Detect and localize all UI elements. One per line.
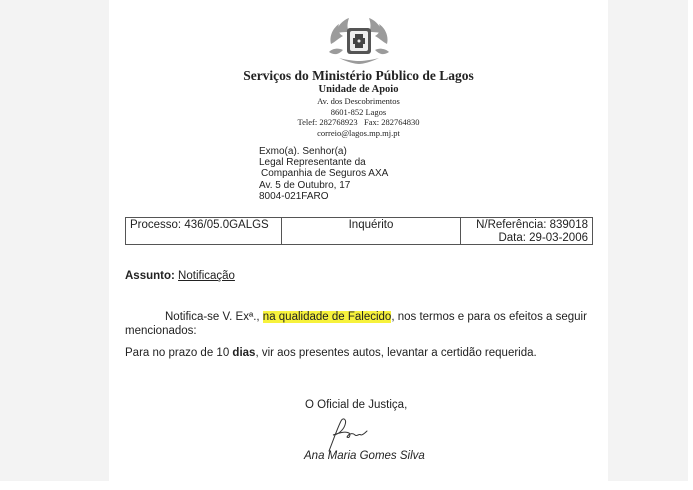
addressee-postal: 8004-021FARO [259, 190, 329, 202]
highlighted-capacity: na qualidade de Falecido [262, 311, 392, 323]
deadline-paragraph [125, 347, 593, 361]
subject-value: Notificação [178, 270, 235, 282]
addressee-role: Legal Representante da [259, 157, 366, 169]
deadline-rest: , vir aos presentes autos, levantar a certidão requerida. [255, 347, 537, 359]
notification-paragraph [125, 311, 593, 338]
addressee-street: Av. 5 de Outubro, 17 [259, 179, 351, 191]
process-number: Processo: 436/05.0GALGS [126, 218, 282, 244]
addressee-salutation: Exmo(a). Senhor(a) [259, 146, 347, 157]
document-date: Data: 29-03-2006 [498, 232, 588, 244]
process-type: Inquérito [282, 218, 461, 244]
notification-intro: Notifica-se V. Exª., [165, 311, 263, 323]
subject-line [125, 270, 235, 282]
letterhead [109, 68, 608, 138]
institution-title: Serviços do Ministério Público de Lagos [243, 68, 474, 83]
handwritten-signature-icon [321, 413, 371, 453]
deadline-intro: Para no prazo de 10 [125, 347, 233, 359]
portuguese-coat-of-arms-icon [325, 14, 393, 66]
addressee-company: Companhia de Seguros AXA [261, 168, 389, 180]
closing-title: O Oficial de Justiça, [305, 399, 408, 411]
deadline-unit: dias [232, 347, 256, 359]
institution-email: correio@lagos.mp.mj.pt [317, 127, 400, 138]
document-page [109, 0, 608, 481]
notification-rest: , nos termos e para os efeitos a seguir mencionados: [125, 311, 587, 337]
institution-postal-code: 8601-852 Lagos [330, 106, 387, 117]
addressee-block [259, 146, 388, 202]
reference-and-date [461, 218, 592, 244]
reference-table [125, 217, 593, 245]
signer-name: Ana Maria Gomes Silva [304, 450, 425, 462]
unit-name: Unidade de Apoio [318, 84, 399, 95]
subject-label: Assunto: [125, 270, 175, 282]
reference-number: N/Referência: 839018 [476, 219, 588, 231]
institution-address: Av. dos Descobrimentos [317, 96, 400, 106]
institution-phone-fax: Telef: 282768923 Fax: 282764830 [297, 117, 420, 127]
